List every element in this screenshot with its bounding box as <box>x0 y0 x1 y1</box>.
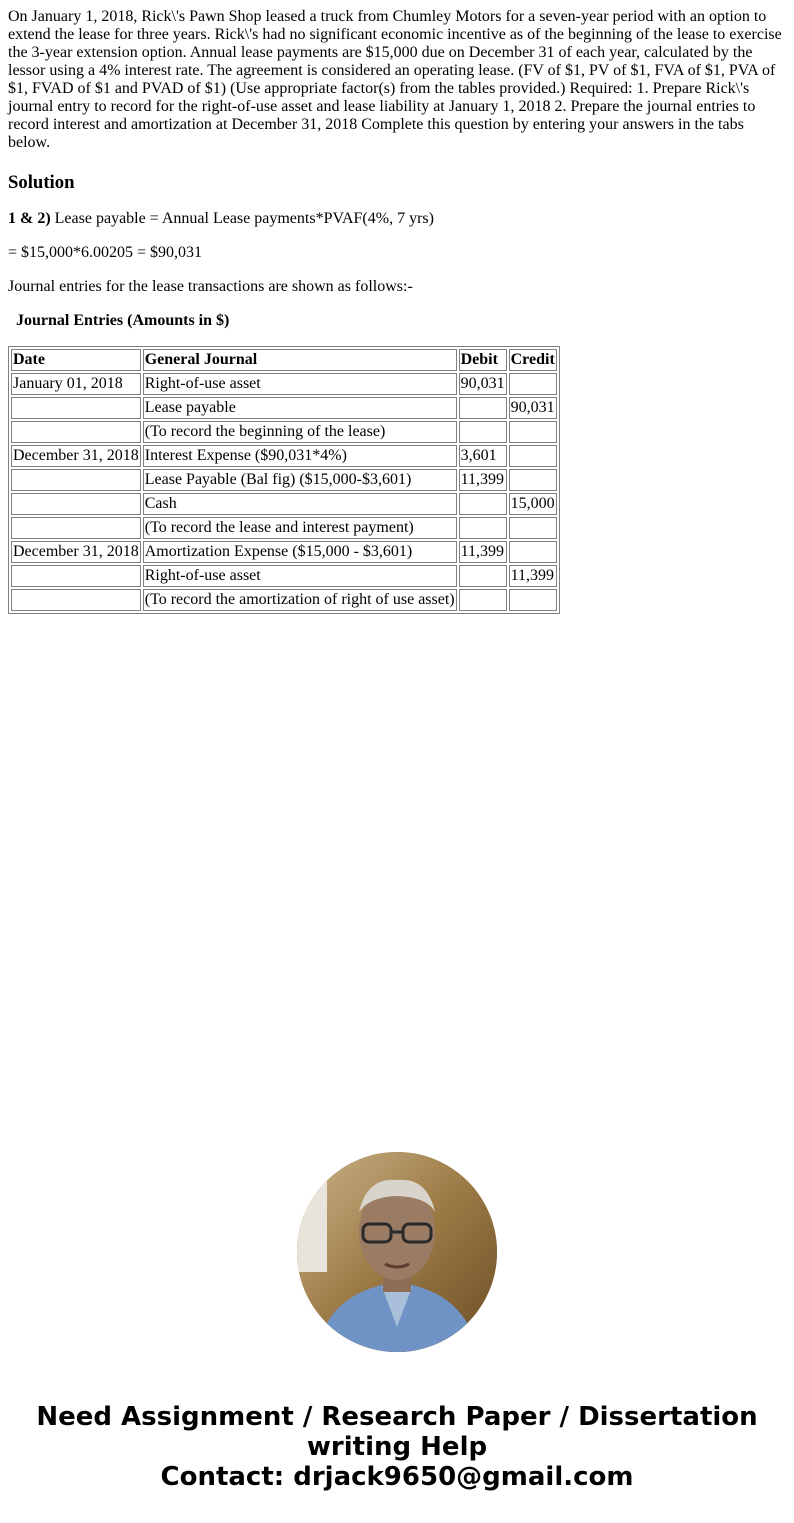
cell-date: January 01, 2018 <box>11 373 141 395</box>
cell-general-journal: Right-of-use asset <box>143 565 457 587</box>
table-row <box>11 469 557 491</box>
cell-general-journal: Right-of-use asset <box>143 373 457 395</box>
header-date: Date <box>11 349 141 371</box>
ad-line-3: Contact: drjack9650@gmail.com <box>160 1462 634 1492</box>
table-title: Journal Entries (Amounts in $) <box>16 312 230 329</box>
cell-general-journal: (To record the beginning of the lease) <box>143 421 457 443</box>
cell-debit <box>459 517 507 539</box>
page-content <box>0 0 794 614</box>
solution-line-2: = $15,000*6.00205 = $90,031 <box>8 244 203 261</box>
cell-general-journal: Lease payable <box>143 397 457 419</box>
ad-line-1: Need Assignment / Research Paper / Dissertation <box>36 1402 758 1432</box>
cell-debit <box>459 493 507 515</box>
cell-credit: 90,031 <box>509 397 557 419</box>
cell-debit: 3,601 <box>459 445 507 467</box>
table-row <box>11 373 557 395</box>
avatar-portrait-image <box>297 1152 497 1352</box>
ad-text <box>0 1402 794 1492</box>
cell-credit <box>509 373 557 395</box>
cell-general-journal: (To record the lease and interest payment) <box>143 517 457 539</box>
cell-general-journal: Interest Expense ($90,031*4%) <box>143 445 457 467</box>
header-debit: Debit <box>459 349 507 371</box>
cell-general-journal: Cash <box>143 493 457 515</box>
cell-credit <box>509 421 557 443</box>
cell-debit <box>459 565 507 587</box>
cell-credit <box>509 517 557 539</box>
cell-date <box>11 517 141 539</box>
journal-entries-table <box>8 346 560 614</box>
cell-debit <box>459 397 507 419</box>
solution-heading: Solution <box>8 172 75 193</box>
solution-part-label: 1 & 2) <box>8 210 51 227</box>
cell-date <box>11 493 141 515</box>
cell-date: December 31, 2018 <box>11 445 141 467</box>
cell-date <box>11 565 141 587</box>
cell-credit: 11,399 <box>509 565 557 587</box>
avatar <box>297 1152 497 1352</box>
table-header-row <box>11 349 557 371</box>
cell-general-journal: Lease Payable (Bal fig) ($15,000-$3,601) <box>143 469 457 491</box>
cell-debit: 11,399 <box>459 541 507 563</box>
table-row <box>11 397 557 419</box>
cell-date <box>11 469 141 491</box>
cell-credit <box>509 445 557 467</box>
table-row <box>11 541 557 563</box>
cell-debit: 11,399 <box>459 469 507 491</box>
cell-debit <box>459 589 507 611</box>
table-row <box>11 493 557 515</box>
header-general-journal: General Journal <box>143 349 457 371</box>
cell-date <box>11 397 141 419</box>
cell-general-journal: (To record the amortization of right of use asset) <box>143 589 457 611</box>
cell-credit <box>509 541 557 563</box>
footer-ad <box>0 1152 794 1492</box>
cell-general-journal: Amortization Expense ($15,000 - $3,601) <box>143 541 457 563</box>
ad-line-2: writing Help <box>306 1432 488 1462</box>
cell-date <box>11 421 141 443</box>
header-credit: Credit <box>509 349 557 371</box>
cell-credit: 15,000 <box>509 493 557 515</box>
cell-credit <box>509 589 557 611</box>
cell-credit <box>509 469 557 491</box>
cell-date <box>11 589 141 611</box>
table-row <box>11 565 557 587</box>
solution-formula: Lease payable = Annual Lease payments*PVAF(4%, 7 yrs) <box>50 210 434 227</box>
solution-line-1 <box>8 210 786 228</box>
table-row <box>11 517 557 539</box>
table-row <box>11 421 557 443</box>
table-body <box>11 373 557 611</box>
solution-line-3: Journal entries for the lease transactions are shown as follows:- <box>8 278 413 295</box>
cell-date: December 31, 2018 <box>11 541 141 563</box>
table-row <box>11 445 557 467</box>
table-row <box>11 589 557 611</box>
question-text: On January 1, 2018, Rick\'s Pawn Shop leased a truck from Chumley Motors for a seven-year period with an option to extend the lease for three years. Rick\'s had no significant economic incentive as of the beginning of the lease to exercise the 3-year extension option. Annual lease payments are $15,000 due on December 31 of each year, calculated by the lessor using a 4% interest rate. The agreement is considered an operating lease. (FV of $1, PV of $1, FVA of $1, PVA of $1, FVAD of $1 and PVAD of $1) (Use appropriate factor(s) from the tables provided.) Required: 1. Prepare Rick\'s journal entry to record for the right-of-use asset and lease liability at January 1, 2018 2. Prepare the journal entries to record interest and amortization at December 31, 2018 Complete this question by entering your answers in the tabs below. <box>8 8 782 151</box>
cell-debit <box>459 421 507 443</box>
cell-debit: 90,031 <box>459 373 507 395</box>
